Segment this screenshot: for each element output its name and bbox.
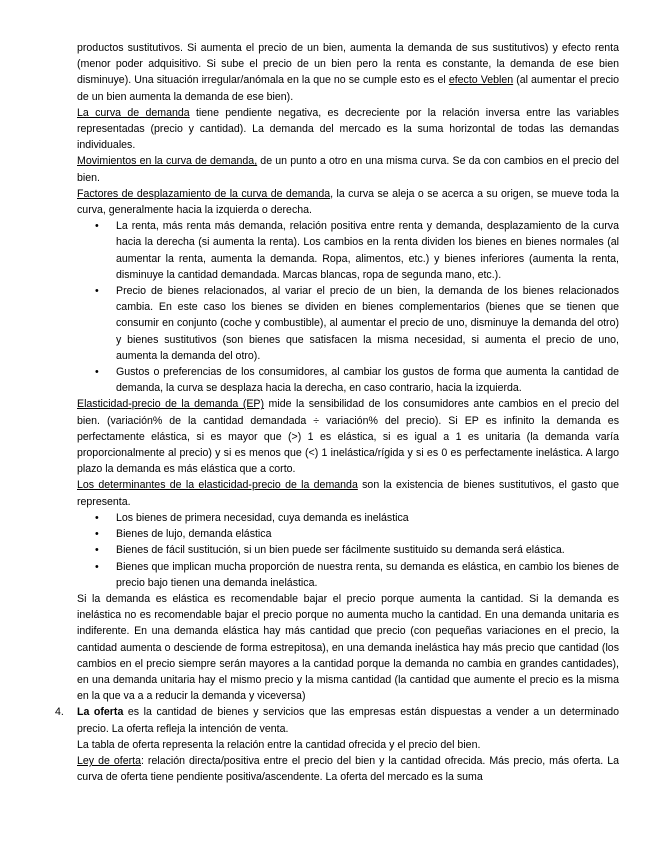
- text: (al aumentar el precio de un bien aumenta la demanda de ese bien).: [77, 74, 619, 103]
- paragraph-substitution-income-effect: [77, 40, 619, 105]
- text: tiene pendiente negativa, es decreciente por la relación inversa entre las variables representadas (precio y cantidad). La demanda del mercado es la suma horizontal de todas las demandas individuales.: [77, 106, 619, 152]
- term-supply-law: Ley de oferta: [77, 754, 141, 767]
- list-item: • Gustos o preferencias de los consumidores, al cambiar los gustos de forma que aumenta la cantidad de demanda, la curva se desplaza hacia la derecha, en caso contrario, hacia la izquierda.: [116, 364, 619, 396]
- shift-factors-list: [77, 218, 619, 396]
- term-elasticity-determinants: Los determinantes de la elasticidad-precio de la demanda: [77, 479, 358, 492]
- paragraph-elasticity-determinants: [77, 477, 619, 509]
- paragraph-elasticity-pricing: Si la demanda es elástica es recomendable bajar el precio porque aumenta la cantidad. Si la demanda es inelástica no es recomendable bajar el precio porque no aumenta mucho la cantidad. En una demanda unitaria es indiferente. En una demanda elástica hay más cantidad que precio (con pequeñas variaciones en el precio, la cantidad aumenta o desciende de forma estrepitosa), en una demanda inelástica hay más precio que cantidad (los cambios en el precio siempre serán mayores a la cantidad porque la demanda no cambia en grandes cantidades), en una demanda unitaria hay el mismo precio y la misma cantidad (la cantidad que aumente el precio es la misma en la que va a a reducir la demanda y viceversa): [77, 592, 619, 703]
- item-number: 4.: [55, 706, 64, 719]
- term-supply: La oferta: [77, 706, 124, 719]
- list-item: • Bienes de lujo, demanda elástica: [116, 526, 619, 542]
- text: productos sustitutivos. Si aumenta el precio de un bien, aumenta la demanda de sus sustitutivos) y efecto renta (menor poder adquisitivo. Si sube el precio de un bien pero la renta es constante, la demanda de ese bien disminuye). Una situación irregular/anómala en la que no se cumple esto es el: [77, 42, 619, 87]
- term-veblen-effect: efecto Veblen: [448, 74, 514, 87]
- term-demand-movements: Movimientos en la curva de demanda,: [77, 155, 258, 168]
- list-item: • Bienes que implican mucha proporción de nuestra renta, su demanda es elástica, en cambio los bienes de precio bajo tienen una demanda inelástica.: [116, 559, 619, 591]
- text: , la curva se aleja o se acerca a su origen, se mueve toda la curva, generalmente hacia la izquierda o derecha.: [77, 187, 619, 217]
- numbered-item-supply: [55, 704, 619, 736]
- paragraph-demand-movements: [77, 153, 619, 185]
- list-item: • Precio de bienes relacionados, al variar el precio de un bien, la demanda de los bienes relacionados cambia. En este caso los bienes se dividen en bienes complementarios (bienes que se tienen que consumir en conjunto (coche y combustible), al aumentar el precio de uno, disminuye la demanda del otro) y bienes sustitutivos (son bienes que satisfacen la misma necesidad, si aumenta el precio de uno, aumenta la demanda del otro).: [116, 283, 619, 364]
- list-item: • Bienes de fácil sustitución, si un bien puede ser fácilmente sustituido su demanda será elástica.: [116, 542, 619, 558]
- text: es la cantidad de bienes y servicios que las empresas están dispuestas a vender a un determinado precio. La oferta refleja la intención de venta.: [77, 706, 619, 735]
- list-item: • Los bienes de primera necesidad, cuya demanda es inelástica: [116, 510, 619, 526]
- paragraph-supply-law: [77, 753, 619, 785]
- paragraph-price-elasticity: [77, 396, 619, 477]
- list-item: • La renta, más renta más demanda, relación positiva entre renta y demanda, desplazamiento de la curva hacia la derecha (si aumenta la renta). Los cambios en la renta dividen los bienes en bienes normales (al aumentar la renta, aumenta la demanda. Ropa, alimentos, etc.) y bienes inferiores (aumenta la renta, disminuye la cantidad demandada. Marcas blancas, ropa de segunda mano, etc.).: [116, 218, 619, 283]
- determinants-list: [77, 510, 619, 591]
- text: son la existencia de bienes sustitutivos, el gasto que representa.: [77, 479, 619, 508]
- term-shift-factors: Factores de desplazamiento de la curva de demanda: [77, 187, 331, 200]
- paragraph-demand-shift-factors: [77, 186, 619, 218]
- paragraph-demand-curve: [77, 105, 619, 154]
- text: mide la sensibilidad de los consumidores ante cambios en el precio del bien. (variación% de la cantidad demandada ÷ variación% del precio). Si EP es infinito la demanda es perfectamente elástica, si es mayor que (>) 1 es elástica, si es igual a 1 es unitaria (la demanda varía proporcionalmente al precio) y si es menos que (<) 1 inelástica/rígida y si es 0 es perfectamente inelástica. A largo plazo la demanda es más elástica que a corto.: [77, 398, 620, 476]
- text: de un punto a otro en una misma curva. Se da con cambios en el precio del bien.: [77, 155, 620, 184]
- text: : relación directa/positiva entre el precio del bien y la cantidad ofrecida. Más precio, más oferta. La curva de oferta tiene pendiente positiva/ascendente. La oferta del mercado es la suma: [77, 754, 619, 784]
- term-demand-curve: La curva de demanda: [77, 106, 190, 119]
- term-price-elasticity: Elasticidad-precio de la demanda (EP): [77, 398, 265, 411]
- paragraph-supply-table: La tabla de oferta representa la relación entre la cantidad ofrecida y el precio del bien.: [77, 738, 481, 751]
